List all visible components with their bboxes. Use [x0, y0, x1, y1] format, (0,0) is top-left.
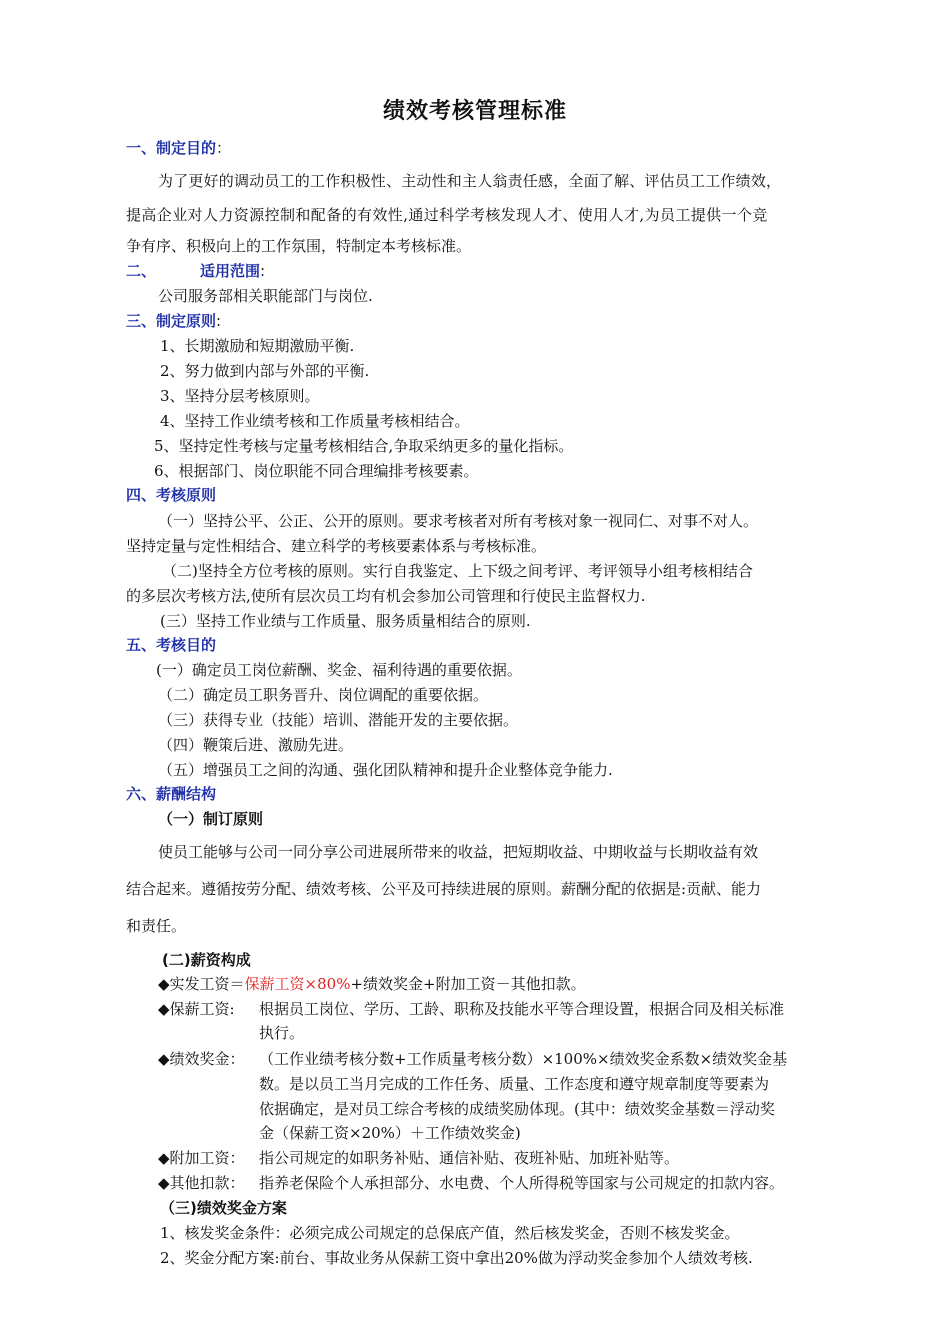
- section-2-heading: [126, 260, 265, 281]
- subsection-heading: (二)薪资构成: [162, 951, 251, 969]
- performance-bonus-label: ◆绩效奖金：: [158, 1050, 245, 1068]
- principle-item: 2、努力做到内部与外部的平衡.: [160, 362, 370, 380]
- section-1-colon: ：: [216, 139, 232, 157]
- section-2-colon: :: [260, 262, 266, 280]
- principle-item: 5、坚持定性考核与定量考核相结合,争取采纳更多的量化指标。: [154, 437, 574, 455]
- other-deductions-text: 指养老保险个人承担部分、水电费、个人所得税等国家与公司规定的扣款内容。: [259, 1174, 785, 1192]
- pay-formula-highlight: 保薪工资×80%: [244, 975, 351, 993]
- purpose-item: （四）鞭策后进、激励先进。: [158, 736, 354, 754]
- section-3-colon: :: [216, 312, 222, 330]
- section-1-heading-text: 一、制定目的: [126, 139, 217, 157]
- performance-bonus-text: 依据确定，是对员工综合考核的成绩奖励体现。(其中：绩效奖金基数＝浮动奖: [259, 1100, 775, 1118]
- purpose-item: （三）获得专业（技能）培训、潜能开发的主要依据。: [158, 711, 519, 729]
- section-4-line: （二)坚持全方位考核的原则。实行自我鉴定、上下级之间考评、考评领导小组考核相结合: [162, 562, 753, 580]
- principle-item: 3、坚持分层考核原则。: [160, 387, 320, 405]
- performance-bonus-text: （工作业绩考核分数+工作质量考核分数）×100%×绩效奖金系数×绩效奖金基: [259, 1050, 788, 1068]
- section-4-line: （一）坚持公平、公正、公开的原则。要求考核者对所有考核对象一视同仁、对事不对人。: [158, 512, 759, 530]
- section-6-paragraph-line-3: 和责任。: [126, 917, 187, 935]
- section-1-heading: [126, 137, 231, 158]
- section-3-heading-text: 三、制定原则: [126, 312, 217, 330]
- section-2-heading-text: 适用范围: [200, 262, 261, 280]
- section-2-number: 二、: [126, 262, 157, 280]
- performance-bonus-text: 金（保薪工资×20%）＋工作绩效奖金): [259, 1124, 521, 1142]
- document-title: 绩效考核管理标准: [382, 99, 567, 124]
- section-4-line: 坚持定量与定性相结合、建立科学的考核要素体系与考核标准。: [126, 537, 547, 555]
- section-6-paragraph-line-2: 结合起来。遵循按劳分配、绩效考核、公平及可持续进展的原则。薪酬分配的依据是:贡献、能力: [126, 880, 762, 898]
- section-1-paragraph-line-1: 为了更好的调动员工的工作积极性、主动性和主人翁责任感，全面了解、评估员工工作绩效，: [158, 172, 782, 190]
- purpose-item: （五）增强员工之间的沟通、强化团队精神和提升企业整体竞争能力.: [158, 761, 613, 779]
- pay-formula-pre: ◆实发工资＝: [158, 975, 245, 993]
- pay-formula: [158, 973, 586, 994]
- purpose-item: (一）确定员工岗位薪酬、奖金、福利待遇的重要依据。: [156, 661, 522, 679]
- section-3-heading: [126, 310, 221, 331]
- guaranteed-wage-text: 执行。: [259, 1024, 305, 1042]
- bonus-plan-item: 1、核发奖金条件：必须完成公司规定的总保底产值，然后核发奖金，否则不核发奖金。: [160, 1224, 740, 1242]
- other-deductions-label: ◆其他扣款：: [158, 1174, 245, 1192]
- bonus-plan-item: 2、奖金分配方案:前台、事故业务从保薪工资中拿出20%做为浮动奖金参加个人绩效考核.: [160, 1249, 753, 1267]
- subsection-heading: （三)绩效奖金方案: [160, 1199, 287, 1217]
- guaranteed-wage-text: 根据员工岗位、学历、工龄、职称及技能水平等合理设置，根据合同及相关标准: [259, 1000, 785, 1018]
- guaranteed-wage-label: ◆保薪工资:: [158, 1000, 235, 1018]
- subsection-heading: （一）制订原则: [158, 810, 264, 828]
- principle-item: 6、根据部门、岗位职能不同合理编排考核要素。: [154, 462, 479, 480]
- section-6-paragraph-line-1: 使员工能够与公司一同分享公司进展所带来的收益，把短期收益、中期收益与长期收益有效: [158, 843, 759, 861]
- principle-item: 1、长期激励和短期激励平衡.: [160, 337, 355, 355]
- purpose-item: （二）确定员工职务晋升、岗位调配的重要依据。: [158, 686, 489, 704]
- section-6-heading: 六、薪酬结构: [126, 785, 217, 803]
- additional-wage-text: 指公司规定的如职务补贴、通信补贴、夜班补贴、加班补贴等。: [259, 1149, 680, 1167]
- section-4-heading: 四、考核原则: [126, 486, 217, 504]
- section-4-line: 的多层次考核方法,使所有层次员工均有机会参加公司管理和行使民主监督权力.: [126, 587, 646, 605]
- section-2-paragraph: 公司服务部相关职能部门与岗位.: [158, 287, 373, 305]
- performance-bonus-text: 数。是以员工当月完成的工作任务、质量、工作态度和遵守规章制度等要素为: [259, 1075, 770, 1093]
- principle-item: 4、坚持工作业绩考核和工作质量考核相结合。: [160, 412, 470, 430]
- additional-wage-label: ◆附加工资：: [158, 1149, 245, 1167]
- section-1-paragraph-line-2: 提高企业对人力资源控制和配备的有效性,通过科学考核发现人才、使用人才,为员工提供一个竞: [126, 206, 768, 224]
- section-4-line: (三）坚持工作业绩与工作质量、服务质量相结合的原则.: [160, 612, 531, 630]
- section-1-paragraph-line-3: 争有序、积极向上的工作氛围，特制定本考核标准。: [126, 237, 472, 255]
- pay-formula-post: +绩效奖金+附加工资－其他扣款。: [350, 975, 586, 993]
- section-5-heading: 五、考核目的: [126, 636, 217, 654]
